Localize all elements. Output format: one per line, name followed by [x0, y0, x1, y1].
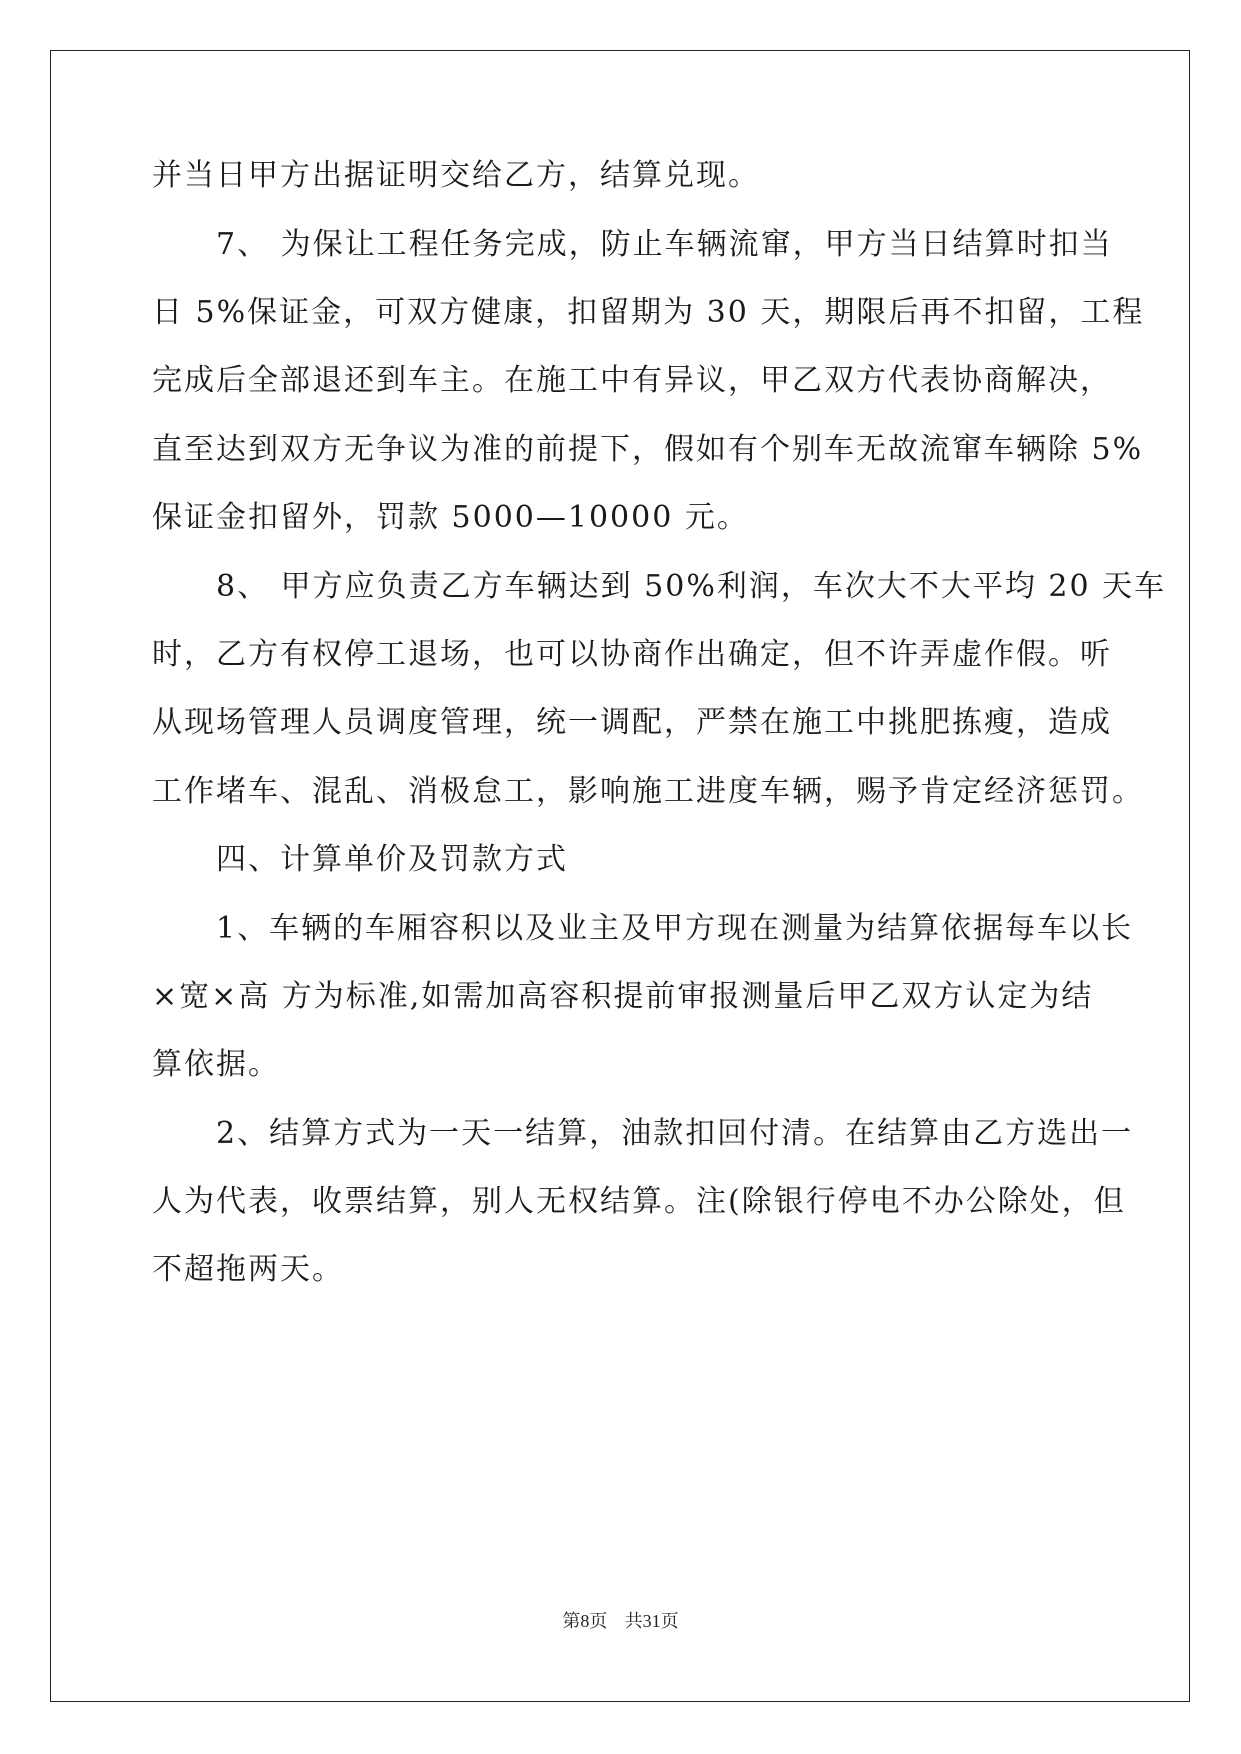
text-line: 人为代表，收票结算，别人无权结算。注(除银行停电不办公除处，但: [152, 1184, 1126, 1219]
text-line: 不超拖两天。: [152, 1252, 344, 1287]
text-line: 完成后全部退还到车主。在施工中有异议，甲乙双方代表协商解决，: [152, 363, 1112, 398]
text-line: 7、 为保让工程任务完成，防止车辆流窜，甲方当日结算时扣当: [152, 227, 1113, 262]
text-line: 从现场管理人员调度管理，统一调配，严禁在施工中挑肥拣瘦，造成: [152, 705, 1112, 740]
text-line: 工作堵车、混乱、消极怠工，影响施工进度车辆，赐予肯定经济惩罚。: [152, 774, 1144, 809]
text-line: 保证金扣留外，罚款 5000—10000 元。: [152, 500, 749, 535]
footer-prefix: 第: [562, 1611, 581, 1632]
current-page-number: 8: [580, 1611, 590, 1631]
text-line: 并当日甲方出据证明交给乙方，结算兑现。: [152, 158, 760, 193]
total-page-number: 31: [642, 1611, 661, 1631]
text-line: 日 5%保证金，可双方健康，扣留期为 30 天，期限后再不扣留，工程: [152, 295, 1145, 330]
text-line: 1、车辆的车厢容积以及业主及甲方现在测量为结算依据每车以长: [152, 911, 1134, 946]
text-line: 算依据。: [152, 1047, 280, 1082]
text-line: 8、 甲方应负责乙方车辆达到 50%利润，车次大不大平均 20 天车: [152, 569, 1167, 604]
section-heading: 四、计算单价及罚款方式: [152, 842, 568, 877]
footer-total-unit: 页: [660, 1611, 679, 1632]
text-line: 时，乙方有权停工退场，也可以协商作出确定，但不许弄虚作假。听: [152, 637, 1112, 672]
text-line: 直至达到双方无争议为准的前提下，假如有个别车无故流窜车辆除 5%: [152, 432, 1144, 467]
page-footer: [0, 1609, 1241, 1634]
footer-page-unit: 页: [589, 1611, 608, 1632]
text-line: ×宽×高 方为标准,如需加高容积提前审报测量后甲乙双方认定为结: [152, 979, 1094, 1014]
text-line: 2、结算方式为一天一结算，油款扣回付清。在结算由乙方选出一: [152, 1116, 1134, 1151]
footer-total-prefix: 共: [624, 1611, 643, 1632]
